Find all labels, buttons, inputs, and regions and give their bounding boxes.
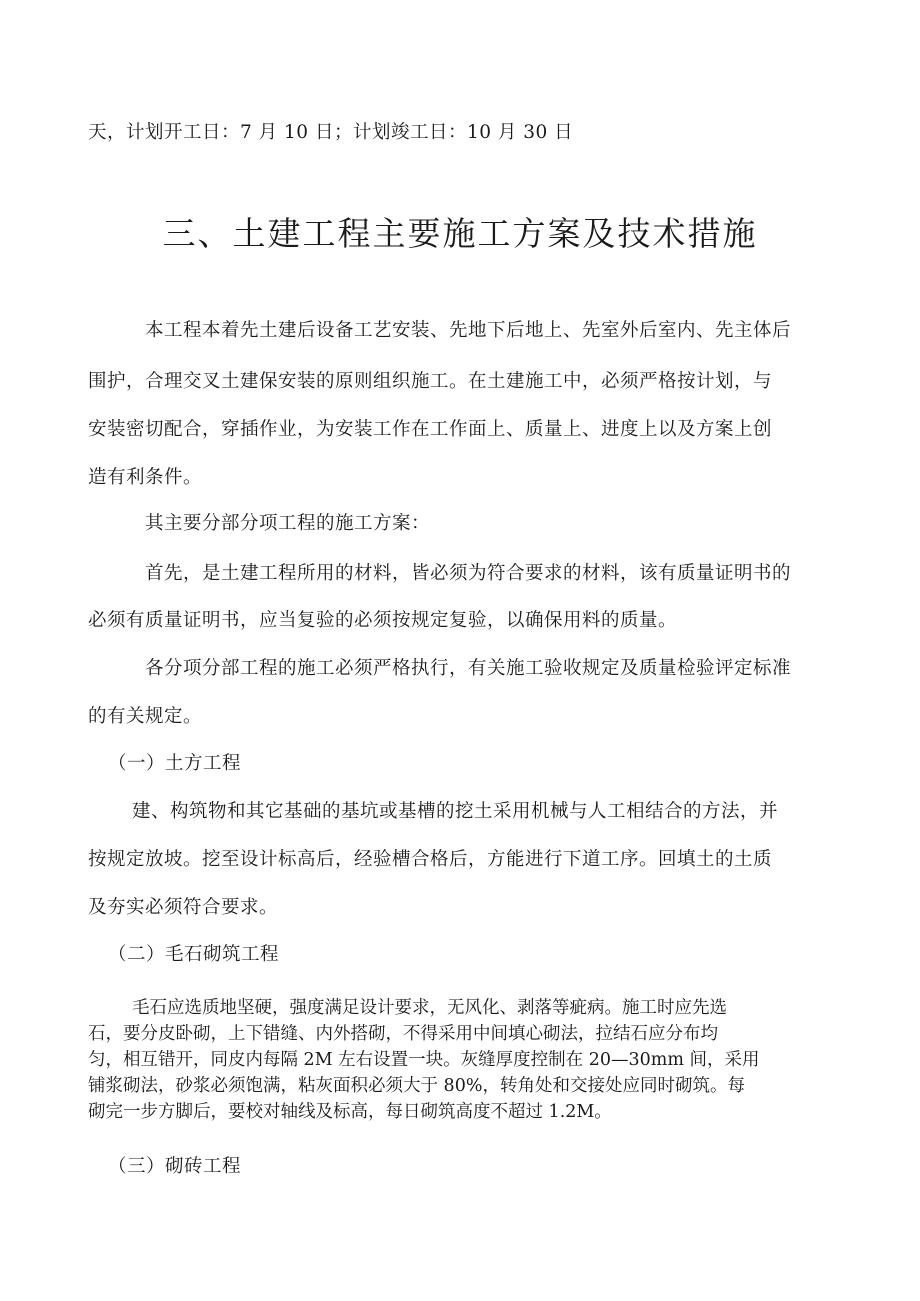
paragraph-line: 石，要分皮卧砌，上下错缝、内外搭砌，不得采用中间填心砌法，拉结石应分布均 <box>88 1024 718 1044</box>
paragraph-line: 围护，合理交叉土建保安装的原则组织施工。在土建施工中，必须严格按计划，与 <box>88 371 773 392</box>
paragraph-line: 安装密切配合，穿插作业，为安装工作在工作面上、质量上、进度上以及方案上创 <box>88 419 773 440</box>
paragraph-line: 的有关规定。 <box>88 706 203 727</box>
section-title: 三、土建工程主要施工方案及技术措施 <box>162 214 758 253</box>
paragraph-line: 必须有质量证明书，应当复验的必须按规定复验，以确保用料的质量。 <box>88 610 678 631</box>
paragraph-line: 铺浆砌法，砂浆必须饱满，粘灰面积必须大于 80%，转角处和交接处应同时砌筑。每 <box>88 1076 745 1096</box>
paragraph-line: 各分项分部工程的施工必须严格执行，有关施工验收规定及质量检验评定标准 <box>145 658 792 679</box>
paragraph-line: 其主要分部分项工程的施工方案： <box>145 513 431 534</box>
subsection-heading: （二）毛石砌筑工程 <box>108 944 280 965</box>
paragraph-line: 匀，相互错开，同皮内每隔 2M 左右设置一块。灰缝厚度控制在 20—30mm 间，采用 <box>88 1050 760 1070</box>
paragraph-line: 及夯实必须符合要求。 <box>88 897 279 918</box>
paragraph-line: 建、构筑物和其它基础的基坑或基槽的挖土采用机械与人工相结合的方法，并 <box>132 801 779 822</box>
paragraph-line: 本工程本着先土建后设备工艺安装、先地下后地上、先室外后室内、先主体后 <box>145 320 792 341</box>
paragraph-line: 首先，是土建工程所用的材料，皆必须为符合要求的材料，该有质量证明书的 <box>145 563 792 584</box>
paragraph-line: 按规定放坡。挖至设计标高后，经验槽合格后，方能进行下道工序。回填土的土质 <box>88 849 773 870</box>
paragraph-line: 砌完一步方脚后，要校对轴线及标高，每日砌筑高度不超过 1.2M。 <box>88 1102 612 1122</box>
paragraph-line: 造有利条件。 <box>88 467 203 488</box>
intro-line: 天，计划开工日：7 月 10 日；计划竣工日：10 月 30 日 <box>88 122 574 143</box>
paragraph-line: 毛石应选质地坚硬，强度满足设计要求，无风化、剥落等疵病。施工时应先选 <box>132 998 727 1018</box>
subsection-heading: （一）土方工程 <box>108 753 242 774</box>
subsection-heading: （三）砌砖工程 <box>108 1156 242 1177</box>
